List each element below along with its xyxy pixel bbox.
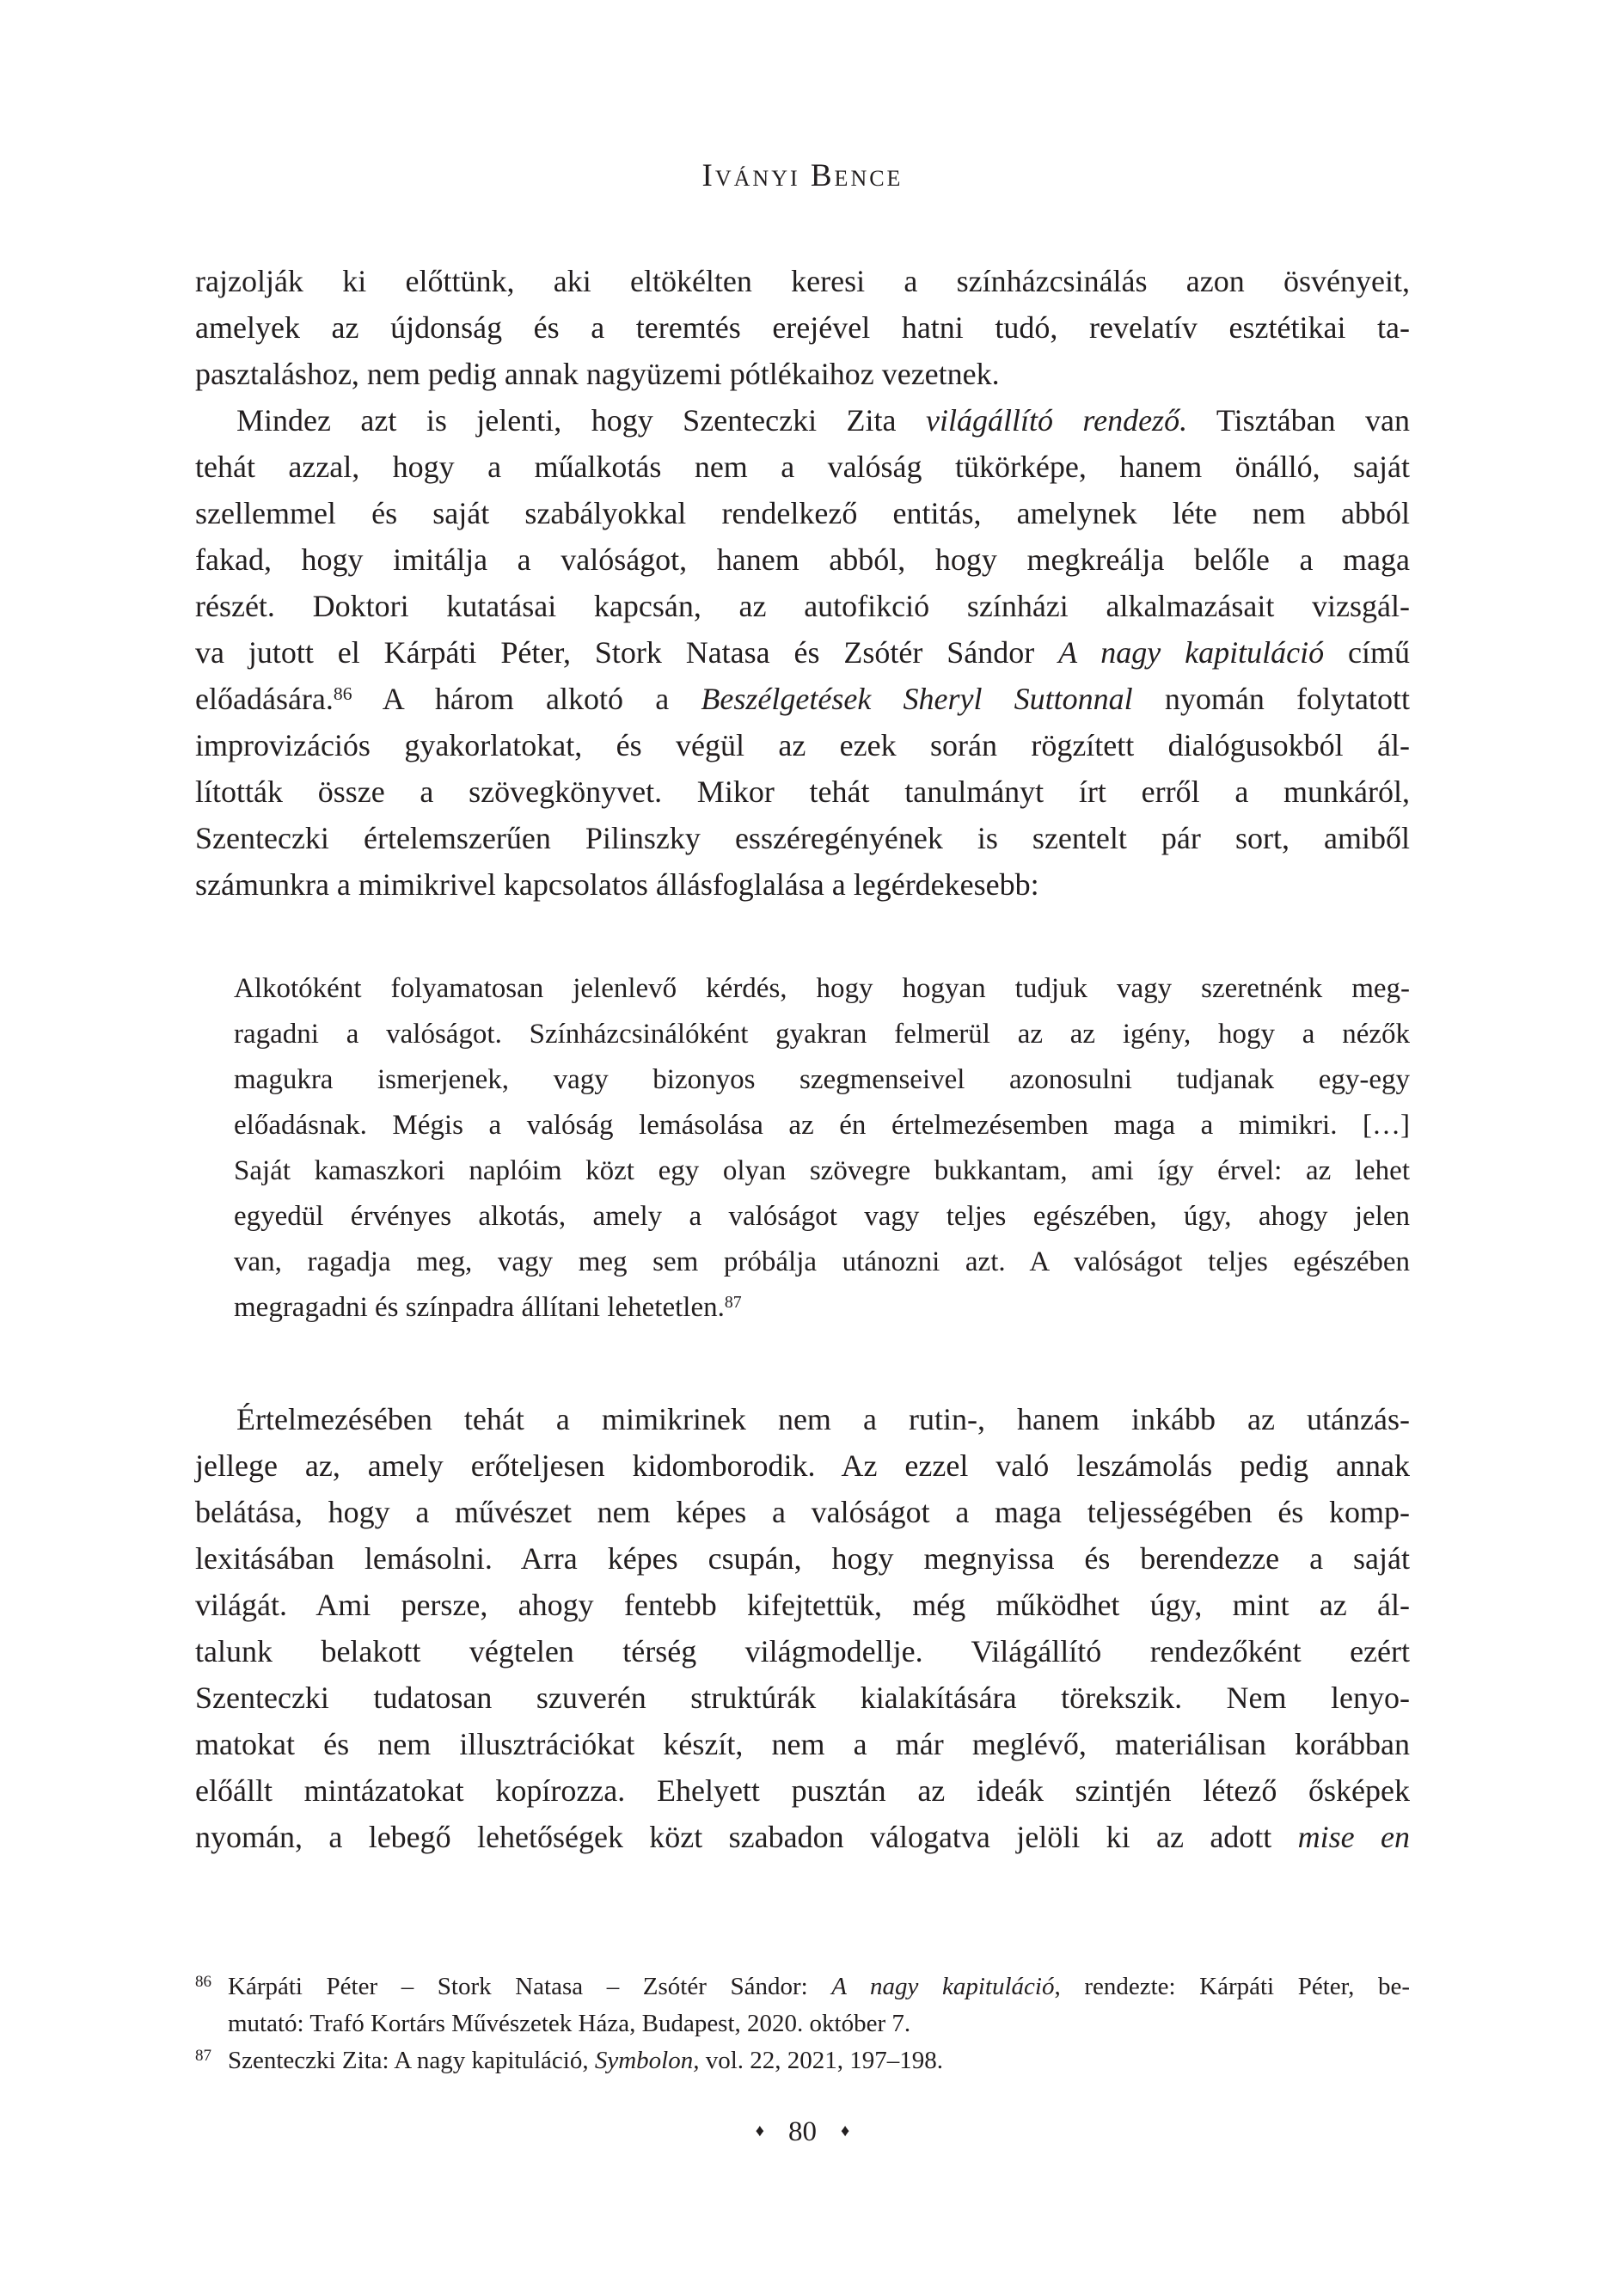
text-line [234,966,1410,1012]
text-segment: lították össze a szövegkönyvet. Mikor tehát tanulmányt írt erről a munkáról, [195,775,1410,809]
text-segment: egyedül érvényes alkotás, amely a valóságot vagy teljes egészében, úgy, ahogy jelen [234,1201,1410,1232]
footnote [195,1968,1410,2042]
text-segment: jellege az, amely erőteljesen kidomborodik. Az ezzel való leszámolás pedig annak [195,1448,1410,1483]
footnotes [195,1968,1410,2079]
text-segment: Symbolon, [594,2047,700,2074]
text-line [195,1721,1410,1767]
text-segment: vol. 22, 2021, 197–198. [699,2047,944,2074]
footnote-marker: 86 [195,1973,211,1991]
text-line [234,1012,1410,1057]
text-line [228,2005,1410,2042]
text-line [234,1194,1410,1240]
text-line [195,536,1410,583]
text-segment: Értelmezésében tehát a mimikrinek nem a rutin-, hanem inkább az utánzás- [236,1402,1410,1436]
text-segment: mise en [1297,1820,1411,1854]
text-segment: ragadni a valóságot. Színházcsinálóként gyakran felmerül az az igény, hogy a nézők [234,1019,1410,1050]
text-segment: Saját kamaszkori naplóim közt egy olyan szövegre bukkantam, ami így érvel: az lehet [234,1155,1410,1186]
page-number [0,2116,1605,2148]
text-line [195,676,1410,722]
text-segment: magukra ismerjenek, vagy bizonyos szegmenseivel azonosulni tudjanak egy-egy [234,1064,1410,1095]
text-line [234,1240,1410,1285]
text-line [234,1103,1410,1148]
running-header-author: Iványi Bence [701,158,904,193]
text-segment: mutató: Trafó Kortárs Művészetek Háza, Budapest, 2020. október 7. [228,2010,911,2037]
text-segment: A nagy kapituláció [1058,635,1325,670]
text-segment: Mindez azt is jelenti, hogy Szenteczki Zita [236,403,926,438]
text-segment: előadásnak. Mégis a valóság lemásolása az én értelmezésemben maga a mimikri. […] [234,1110,1410,1141]
text-segment: talunk belakott végtelen térség világmodellje. Világállító rendezőként ezért [195,1634,1410,1668]
text-line [195,490,1410,536]
text-segment: világát. Ami persze, ahogy fentebb kifejtettük, még működhet úgy, mint az ál- [195,1588,1410,1622]
paragraph [195,1396,1410,1860]
text-segment: va jutott el Kárpáti Péter, Stork Natasa és Zsótér Sándor [195,635,1059,670]
text-segment: előadására. [195,682,334,716]
text-segment: Szenteczki Zita: A nagy kapituláció, [228,2047,595,2074]
text-line [195,1489,1410,1535]
text-line [195,351,1410,397]
text-segment: , rendezte: Kárpáti Péter, be- [1054,1973,1410,2000]
text-line [195,1442,1410,1489]
text-segment: megragadni és színpadra állítani lehetetlen. [234,1292,725,1323]
text-line [228,2042,1410,2079]
text-segment: Szenteczki értelemszerűen Pilinszky esszéregényének is szentelt pár sort, amiből [195,821,1410,855]
text-segment: Alkotóként folyamatosan jelenlevő kérdés, hogy hogyan tudjuk vagy szeretnénk meg- [234,973,1410,1004]
text-segment: nyomán, a lebegő lehetőségek közt szabadon válogatva jelöli ki az adott [195,1820,1298,1854]
text-line [195,1582,1410,1628]
text-segment: pasztaláshoz, nem pedig annak nagyüzemi pótlékaihoz vezetnek. [195,357,1000,391]
text-line [234,1285,1410,1331]
diamond-ornament-left: ♦ [755,2122,764,2140]
text-segment: rajzolják ki előttünk, aki eltökélten keresi a színházcsinálás azon ösvényeit, [195,264,1410,298]
text-segment: A három alkotó a [352,682,701,716]
text-line [195,1628,1410,1675]
text-segment: számunkra a mimikrivel kapcsolatos állásfoglalása a legérdekesebb: [195,867,1039,902]
page-number-value: 80 [788,2116,817,2147]
text-line [234,1057,1410,1103]
footnote [195,2042,1410,2079]
text-line [195,1814,1410,1860]
text-segment: Szenteczki tudatosan szuverén struktúrák kialakítására törekszik. Nem lenyo- [195,1681,1410,1715]
text-segment: belátása, hogy a művészet nem képes a valóságot a maga teljességében és komp- [195,1495,1410,1529]
text-line [195,583,1410,629]
text-segment: amelyek az újdonság és a teremtés erejével hatni tudó, revelatív esztétikai ta- [195,310,1410,345]
text-segment: világállító rendező. [925,403,1188,438]
text-segment: szellemmel és saját szabályokkal rendelkező entitás, amelynek léte nem abból [195,496,1410,530]
text-segment: részét. Doktori kutatásai kapcsán, az autofikció színházi alkalmazásait vizsgál- [195,589,1410,623]
text-line [195,444,1410,490]
paragraph [195,397,1410,908]
text-line [228,1968,1410,2005]
text-line [195,1535,1410,1582]
text-line [195,722,1410,768]
text-line [195,304,1410,351]
text-line [195,629,1410,676]
footnote-reference: 87 [724,1293,742,1313]
text-line [195,815,1410,861]
text-line [234,1148,1410,1194]
text-segment: Tisztában van [1187,403,1410,438]
text-line [195,861,1410,908]
text-segment: című [1324,635,1410,670]
text-line [195,1675,1410,1721]
text-segment: lexitásában lemásolni. Arra képes csupán, hogy megnyissa és berendezze a saját [195,1541,1410,1576]
footnote-reference: 86 [333,683,352,705]
text-segment: Kárpáti Péter – Stork Natasa – Zsótér Sándor: [228,1973,832,2000]
footnote-marker: 87 [195,2047,211,2065]
text-line [195,397,1410,444]
text-segment: Beszélgetések Sheryl Suttonnal [701,682,1133,716]
text-line [195,258,1410,304]
text-segment: van, ragadja meg, vagy meg sem próbálja utánozni azt. A valóságot teljes egészében [234,1246,1410,1277]
text-line [195,1767,1410,1814]
text-segment: improvizációs gyakorlatokat, és végül az ezek során rögzített dialógusokból ál- [195,728,1410,762]
text-line [195,768,1410,815]
text-line [195,1396,1410,1442]
text-block [195,258,1410,1860]
paragraph [195,258,1410,397]
text-segment: nyomán folytatott [1132,682,1410,716]
text-segment: tehát azzal, hogy a műalkotás nem a valóság tükörképe, hanem önálló, saját [195,450,1410,484]
diamond-ornament-right: ♦ [841,2122,850,2140]
text-segment: előállt mintázatokat kopírozza. Ehelyett pusztán az ideák szintjén létező ősképek [195,1773,1410,1808]
text-segment: fakad, hogy imitálja a valóságot, hanem abból, hogy megkreálja belőle a maga [195,542,1410,577]
text-segment: A nagy kapituláció [831,1973,1055,2000]
block-quote [234,966,1410,1331]
text-segment: matokat és nem illusztrációkat készít, nem a már meglévő, materiálisan korábban [195,1727,1410,1761]
